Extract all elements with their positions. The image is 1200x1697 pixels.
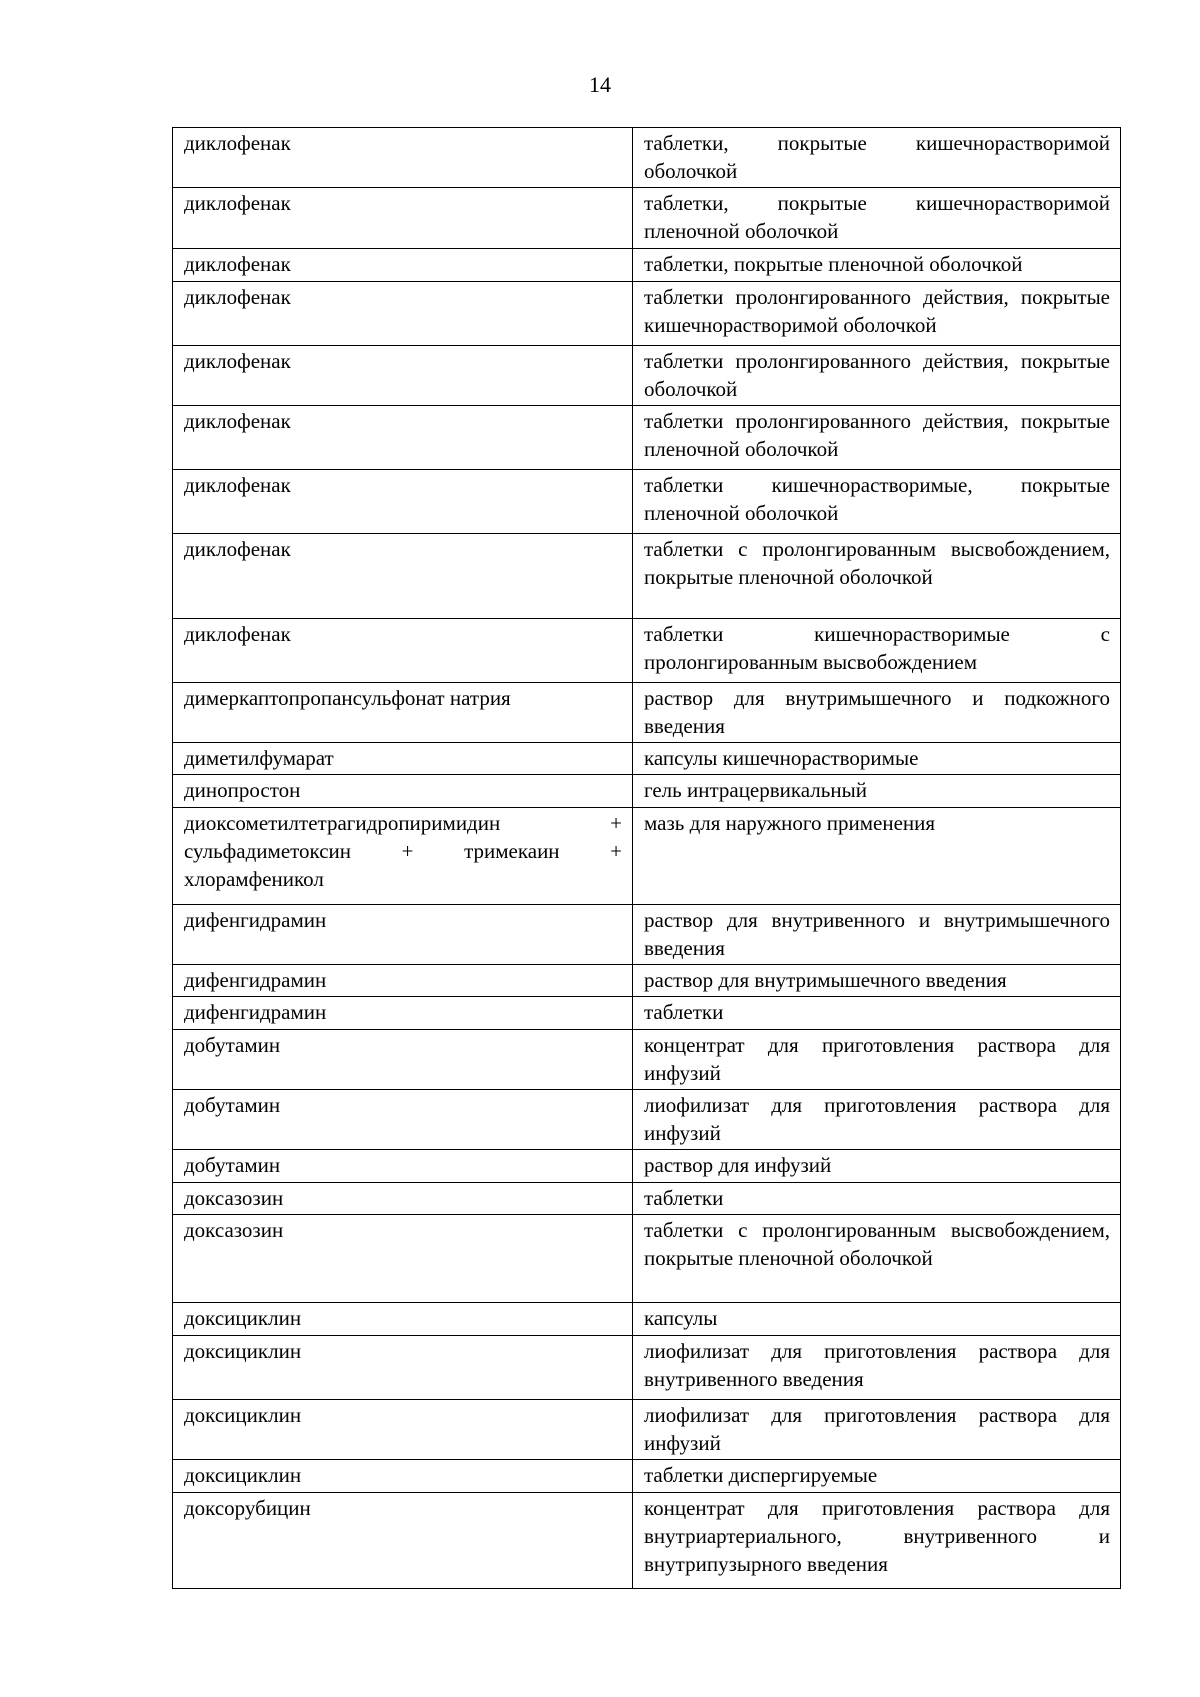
dosage-form-cell: лиофилизат для приготовления раствора для внутривенного введения	[633, 1336, 1121, 1400]
dosage-form-cell: таблетки, покрытые кишечнорастворимой оболочкой	[633, 128, 1121, 188]
substance-cell: диклофенак	[173, 282, 633, 346]
substance-cell: диклофенак	[173, 128, 633, 188]
table-row	[173, 619, 1121, 683]
table-row	[173, 965, 1121, 997]
dosage-form-cell: гель интрацервикальный	[633, 775, 1121, 808]
dosage-form-cell: таблетки пролонгированного действия, покрытые пленочной оболочкой	[633, 406, 1121, 470]
substance-cell: доксорубицин	[173, 1493, 633, 1589]
substance-cell: диклофенак	[173, 470, 633, 534]
substance-cell: доксазозин	[173, 1215, 633, 1303]
page-number: 14	[589, 72, 611, 97]
table-row	[173, 1460, 1121, 1493]
substance-cell: диклофенак	[173, 406, 633, 470]
medication-table	[172, 127, 1121, 1589]
substance-cell: доксазозин	[173, 1183, 633, 1215]
table-row	[173, 188, 1121, 249]
table-row	[173, 1183, 1121, 1215]
substance-cell: дифенгидрамин	[173, 905, 633, 965]
substance-cell: димеркаптопропансульфонат натрия	[173, 683, 633, 743]
substance-cell: доксициклин	[173, 1400, 633, 1460]
table-row	[173, 1090, 1121, 1150]
dosage-form-cell: таблетки	[633, 1183, 1121, 1215]
dosage-form-cell: лиофилизат для приготовления раствора для инфузий	[633, 1090, 1121, 1150]
substance-cell: диклофенак	[173, 188, 633, 249]
dosage-form-cell: раствор для внутримышечного и подкожного введения	[633, 683, 1121, 743]
dosage-form-cell: таблетки, покрытые пленочной оболочкой	[633, 249, 1121, 282]
substance-cell: диклофенак	[173, 619, 633, 683]
dosage-form-cell: раствор для внутривенного и внутримышечного введения	[633, 905, 1121, 965]
dosage-form-cell: концентрат для приготовления раствора для инфузий	[633, 1030, 1121, 1090]
dosage-form-cell: таблетки	[633, 997, 1121, 1030]
dosage-form-cell: капсулы кишечнорастворимые	[633, 743, 1121, 775]
table-row	[173, 346, 1121, 406]
dosage-form-cell: таблетки кишечнорастворимые с пролонгированным высвобождением	[633, 619, 1121, 683]
dosage-form-cell: таблетки с пролонгированным высвобождением, покрытые пленочной оболочкой	[633, 534, 1121, 619]
table-row	[173, 1030, 1121, 1090]
substance-cell: диоксометилтетрагидропиримидин + сульфадиметоксин + тримекаин + хлорамфеникол	[173, 808, 633, 905]
table-row	[173, 1400, 1121, 1460]
table-row	[173, 1215, 1121, 1303]
substance-cell: доксициклин	[173, 1460, 633, 1493]
medication-table-body	[173, 128, 1121, 1589]
table-row	[173, 406, 1121, 470]
table-row	[173, 128, 1121, 188]
substance-cell: добутамин	[173, 1090, 633, 1150]
substance-cell: дифенгидрамин	[173, 965, 633, 997]
table-row	[173, 249, 1121, 282]
table-row	[173, 1150, 1121, 1183]
dosage-form-cell: таблетки кишечнорастворимые, покрытые пленочной оболочкой	[633, 470, 1121, 534]
dosage-form-cell: концентрат для приготовления раствора для внутриартериального, внутривенного и внутрипузырного введения	[633, 1493, 1121, 1589]
table-row	[173, 1303, 1121, 1336]
dosage-form-cell: таблетки пролонгированного действия, покрытые оболочкой	[633, 346, 1121, 406]
substance-cell: диклофенак	[173, 534, 633, 619]
dosage-form-cell: раствор для инфузий	[633, 1150, 1121, 1183]
dosage-form-cell: таблетки диспергируемые	[633, 1460, 1121, 1493]
substance-cell: доксициклин	[173, 1303, 633, 1336]
table-row	[173, 282, 1121, 346]
substance-cell: дифенгидрамин	[173, 997, 633, 1030]
substance-cell: добутамин	[173, 1030, 633, 1090]
table-row	[173, 997, 1121, 1030]
dosage-form-cell: таблетки с пролонгированным высвобождением, покрытые пленочной оболочкой	[633, 1215, 1121, 1303]
table-row	[173, 1336, 1121, 1400]
dosage-form-cell: мазь для наружного применения	[633, 808, 1121, 905]
table-row	[173, 808, 1121, 905]
dosage-form-cell: таблетки пролонгированного действия, покрытые кишечнорастворимой оболочкой	[633, 282, 1121, 346]
dosage-form-cell: таблетки, покрытые кишечнорастворимой пленочной оболочкой	[633, 188, 1121, 249]
substance-cell: доксициклин	[173, 1336, 633, 1400]
substance-cell: диметилфумарат	[173, 743, 633, 775]
table-row	[173, 683, 1121, 743]
table-row	[173, 470, 1121, 534]
substance-cell: диклофенак	[173, 346, 633, 406]
dosage-form-cell: лиофилизат для приготовления раствора для инфузий	[633, 1400, 1121, 1460]
table-row	[173, 534, 1121, 619]
table-row	[173, 905, 1121, 965]
substance-cell: динопростон	[173, 775, 633, 808]
table-row	[173, 743, 1121, 775]
table-row	[173, 775, 1121, 808]
dosage-form-cell: раствор для внутримышечного введения	[633, 965, 1121, 997]
substance-cell: добутамин	[173, 1150, 633, 1183]
substance-cell: диклофенак	[173, 249, 633, 282]
table-row	[173, 1493, 1121, 1589]
dosage-form-cell: капсулы	[633, 1303, 1121, 1336]
